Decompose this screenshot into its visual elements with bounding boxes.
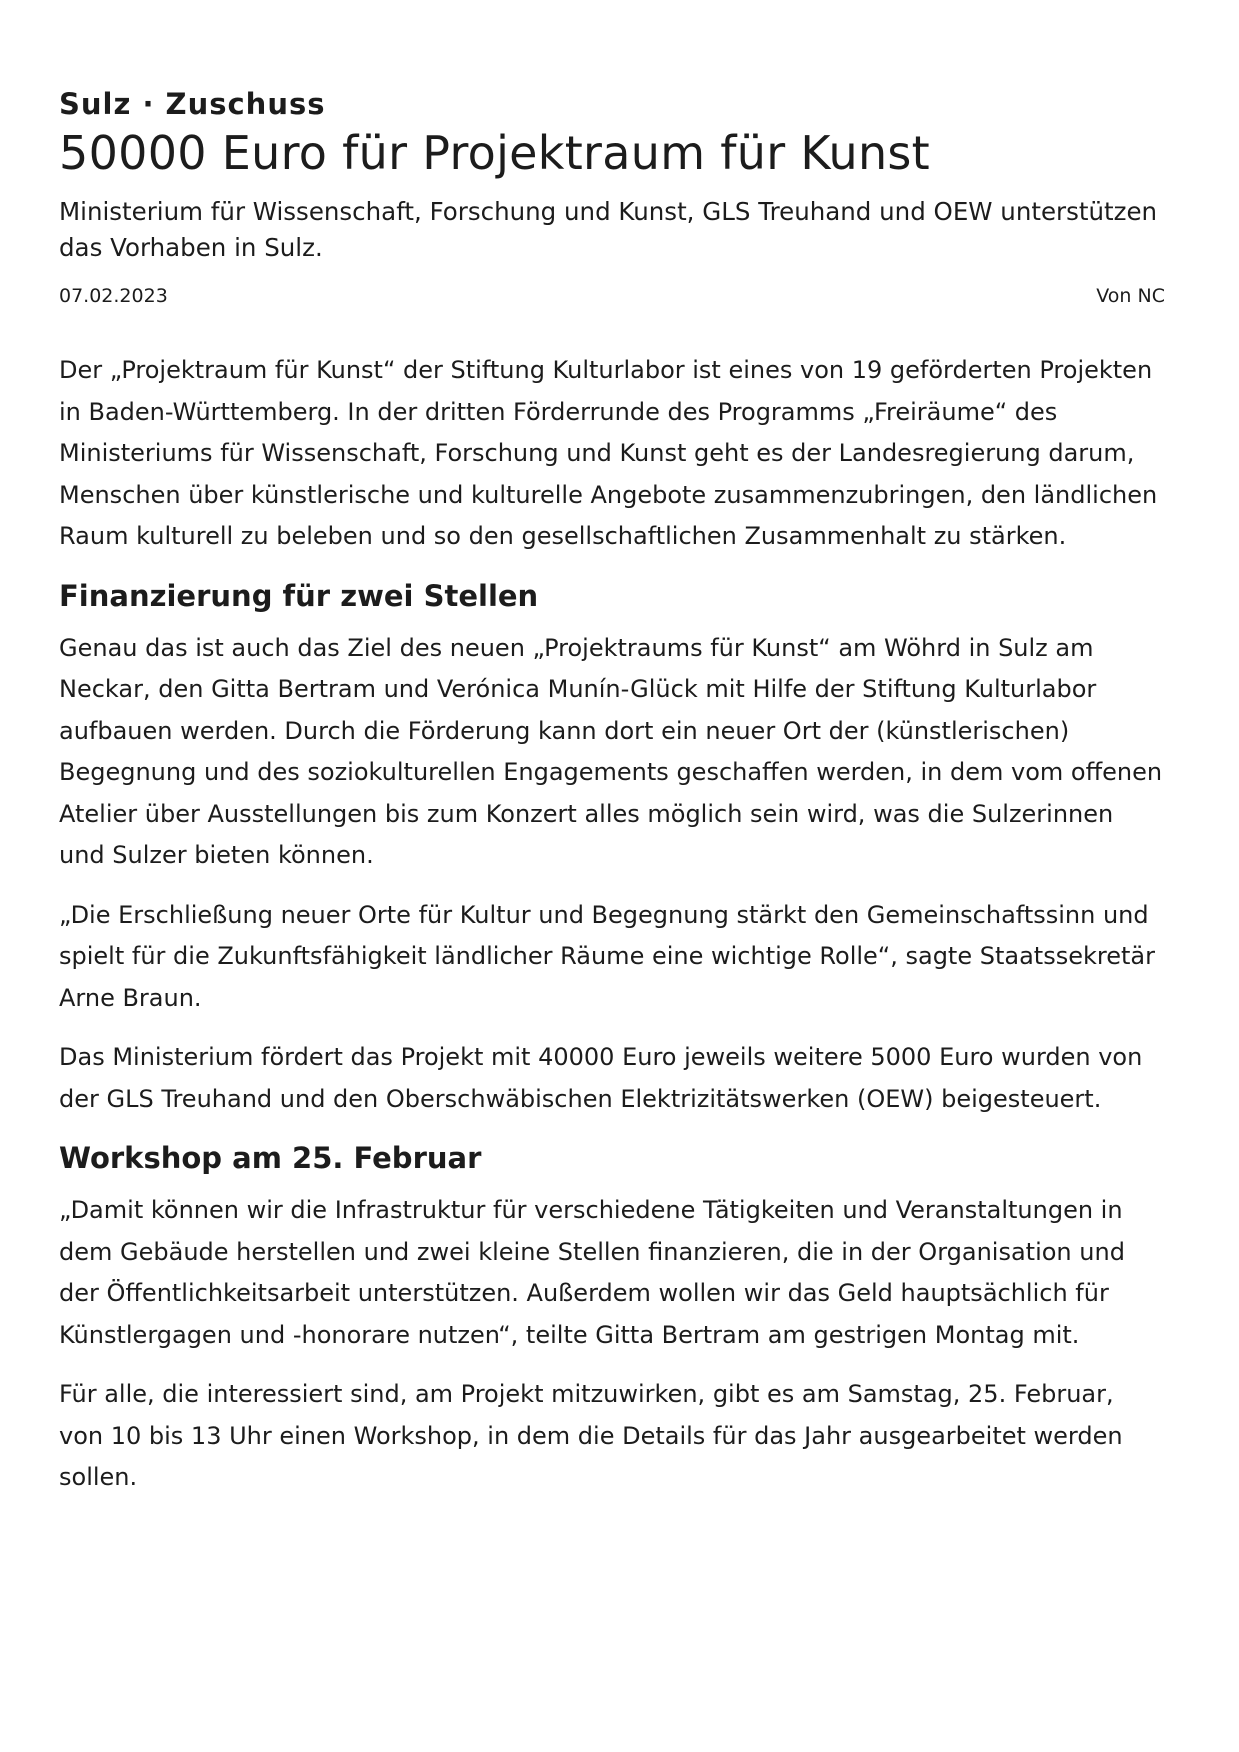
- article-body: [59, 350, 1165, 1499]
- article: [59, 84, 1165, 1517]
- article-meta: [59, 282, 1165, 310]
- paragraph: „Die Erschließung neuer Orte für Kultur und Begegnung stärkt den Gemeinschaftssinn und spielt für die Zukunftsfähigkeit ländlicher Räume eine wichtige Rolle“, sagte Staatssekretär Arne Braun.: [59, 900, 1155, 1012]
- article-kicker: Sulz · Zuschuss: [59, 87, 326, 121]
- paragraph: Das Ministerium fördert das Projekt mit 40000 Euro jeweils weitere 5000 Euro wurden von der GLS Treuhand und den Oberschwäbischen Elektrizitätswerken (OEW) beigesteuert.: [59, 1043, 1143, 1113]
- subheading: Finanzierung für zwei Stellen: [59, 578, 539, 613]
- article-headline: 50000 Euro für Projektraum für Kunst: [59, 126, 931, 180]
- article-author: Von NC: [1096, 285, 1165, 307]
- article-teaser: Ministerium für Wissenschaft, Forschung und Kunst, GLS Treuhand und OEW unterstützen das Vorhaben in Sulz.: [59, 197, 1158, 262]
- paragraph: Der „Projektraum für Kunst“ der Stiftung Kulturlabor ist eines von 19 geförderten Projekten in Baden-Württemberg. In der dritten Förderrunde des Programms „Freiräume“ des Ministeriums für Wissenschaft, Forschung und Kunst geht es der Landesregierung darum, Menschen über künstlerische und kulturelle Angebote zusammenzubringen, den ländlichen Raum kulturell zu beleben und so den gesellschaftlichen Zusammenhalt zu stärken.: [59, 356, 1158, 550]
- paragraph: Genau das ist auch das Ziel des neuen „Projektraums für Kunst“ am Wöhrd in Sulz am Neckar, den Gitta Bertram und Verónica Munín-Glück mit Hilfe der Stiftung Kulturlabor aufbauen werden. Durch die Förderung kann dort ein neuer Ort der (künstlerischen) Begegnung und des soziokulturellen Engagements geschaffen werden, in dem vom offenen Atelier über Ausstellungen bis zum Konzert alles möglich sein wird, was die Sulzerinnen und Sulzer bieten können.: [59, 633, 1163, 869]
- subheading: Workshop am 25. Februar: [59, 1141, 482, 1175]
- article-date: 07.02.2023: [59, 285, 168, 307]
- paragraph: Für alle, die interessiert sind, am Projekt mitzuwirken, gibt es am Samstag, 25. Februar, von 10 bis 13 Uhr einen Workshop, in dem die Details für das Jahr ausgearbeitet werden sollen.: [59, 1380, 1123, 1491]
- paragraph: „Damit können wir die Infrastruktur für verschiedene Tätigkeiten und Veranstaltungen in dem Gebäude herstellen und zwei kleine Stellen finanzieren, die in der Organisation und der Öffentlichkeitsarbeit unterstützen. Außerdem wollen wir das Geld hauptsächlich für Künstlergagen und -honorare nutzen“, teilte Gitta Bertram am gestrigen Montag mit.: [59, 1196, 1125, 1349]
